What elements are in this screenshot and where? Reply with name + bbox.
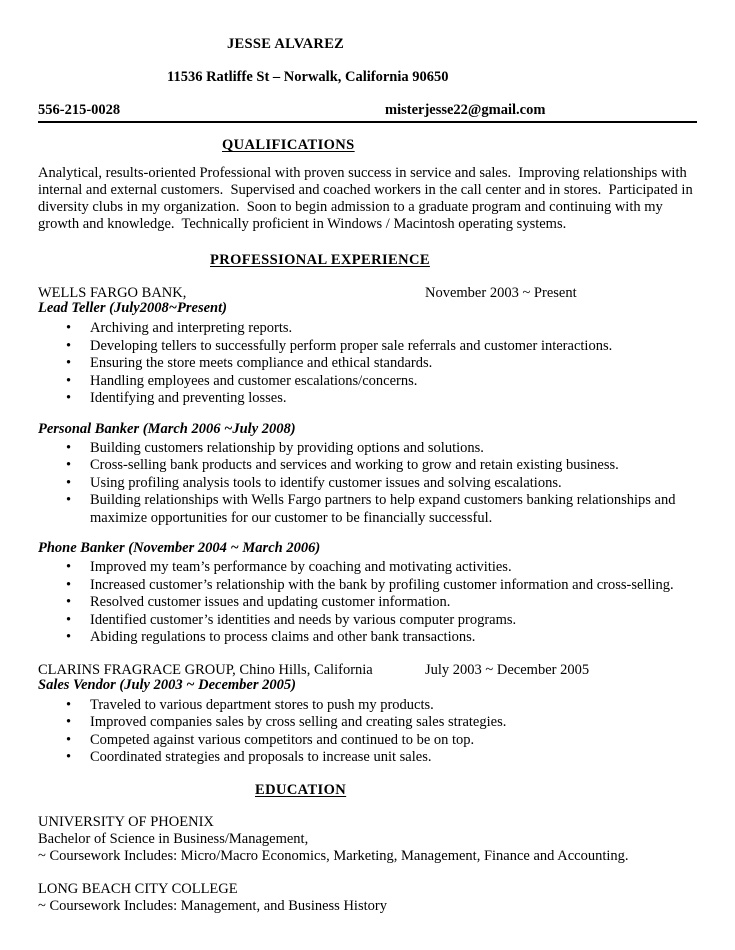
education-heading: EDUCATION xyxy=(255,781,347,798)
bullet-item: • Traveled to various department stores to push my products. xyxy=(38,697,697,715)
bullet-item: • Building relationships with Wells Fargo partners to help expand customers banking relationships and maximize opportunities for our customer to be financially successful. xyxy=(38,492,697,527)
employment-dates: July 2003 ~ December 2005 xyxy=(425,661,590,678)
email-address: misterjesse22@gmail.com xyxy=(385,102,546,118)
bullet-item: • Ensuring the store meets compliance and ethical standards. xyxy=(38,355,697,373)
bullet-item: • Building customers relationship by providing options and solutions. xyxy=(38,440,697,458)
bullet-item: • Developing tellers to successfully perform proper sale referrals and customer interactions. xyxy=(38,338,697,356)
role-title-lead-teller: Lead Teller (July2008~Present) xyxy=(38,300,227,316)
coursework-line: ~ Coursework Includes: Micro/Macro Economics, Marketing, Management, Finance and Accounting. xyxy=(38,847,629,864)
bullet-item: • Improved my team’s performance by coaching and motivating activities. xyxy=(38,559,697,577)
contact-row xyxy=(38,102,697,119)
school-long-beach-city-college xyxy=(38,881,697,915)
qualifications-heading: QUALIFICATIONS xyxy=(222,137,355,153)
school-university-of-phoenix xyxy=(38,814,697,865)
bullet-item: • Cross-selling bank products and services and working to grow and retain existing business. xyxy=(38,457,697,475)
role-title-sales-vendor: Sales Vendor (July 2003 ~ December 2005) xyxy=(38,676,296,693)
bullet-item: • Using profiling analysis tools to identify customer issues and solving escalations. xyxy=(38,475,697,493)
school-name: LONG BEACH CITY COLLEGE xyxy=(38,880,238,897)
bullet-item: • Increased customer’s relationship with the bank by profiling customer information and cross-selling. xyxy=(38,577,697,595)
header-divider xyxy=(38,121,697,123)
bullet-item: • Identifying and preventing losses. xyxy=(38,390,697,408)
company-name: WELLS FARGO BANK, xyxy=(38,285,187,301)
bullet-item: • Competed against various competitors and continued to be on top. xyxy=(38,732,697,750)
address-line: 11536 Ratliffe St – Norwalk, California 90650 xyxy=(167,69,449,85)
bullet-list xyxy=(38,320,697,408)
bullet-item: • Archiving and interpreting reports. xyxy=(38,320,697,338)
school-name: UNIVERSITY OF PHOENIX xyxy=(38,813,214,830)
qualifications-summary: Analytical, results-oriented Professional with proven success in service and sales. Improving relationships with internal and external customers. Supervised and coached workers in the call center and in stores. Participated in diversity clubs in my organization. Soon to begin admission to a graduate program and continuing with my growth and knowledge. Technically proficient in Windows / Macintosh operating systems. xyxy=(38,165,697,232)
employer-row-wells-fargo xyxy=(38,286,697,301)
experience-heading: PROFESSIONAL EXPERIENCE xyxy=(210,252,430,268)
role-title-personal-banker: Personal Banker (March 2006 ~July 2008) xyxy=(38,420,296,437)
bullet-item: • Abiding regulations to process claims and other bank transactions. xyxy=(38,629,697,647)
bullet-list xyxy=(38,559,697,647)
employer-row-clarins xyxy=(38,663,697,678)
bullet-list xyxy=(38,697,697,767)
role-title-phone-banker: Phone Banker (November 2004 ~ March 2006) xyxy=(38,540,321,556)
bullet-item: • Identified customer’s identities and needs by various computer programs. xyxy=(38,612,697,630)
bullet-item: • Coordinated strategies and proposals to increase unit sales. xyxy=(38,749,697,767)
resume-page xyxy=(38,36,697,915)
bullet-list xyxy=(38,440,697,528)
bullet-item: • Improved companies sales by cross selling and creating sales strategies. xyxy=(38,714,697,732)
person-name: JESSE ALVAREZ xyxy=(227,36,345,52)
phone-number: 556-215-0028 xyxy=(38,102,121,118)
degree-line: Bachelor of Science in Business/Management, xyxy=(38,830,309,847)
employment-dates: November 2003 ~ Present xyxy=(425,285,577,301)
bullet-item: • Resolved customer issues and updating customer information. xyxy=(38,594,697,612)
company-name: CLARINS FRAGRACE GROUP, Chino Hills, California xyxy=(38,661,373,678)
coursework-line: ~ Coursework Includes: Management, and Business History xyxy=(38,897,387,914)
bullet-item: • Handling employees and customer escalations/concerns. xyxy=(38,373,697,391)
